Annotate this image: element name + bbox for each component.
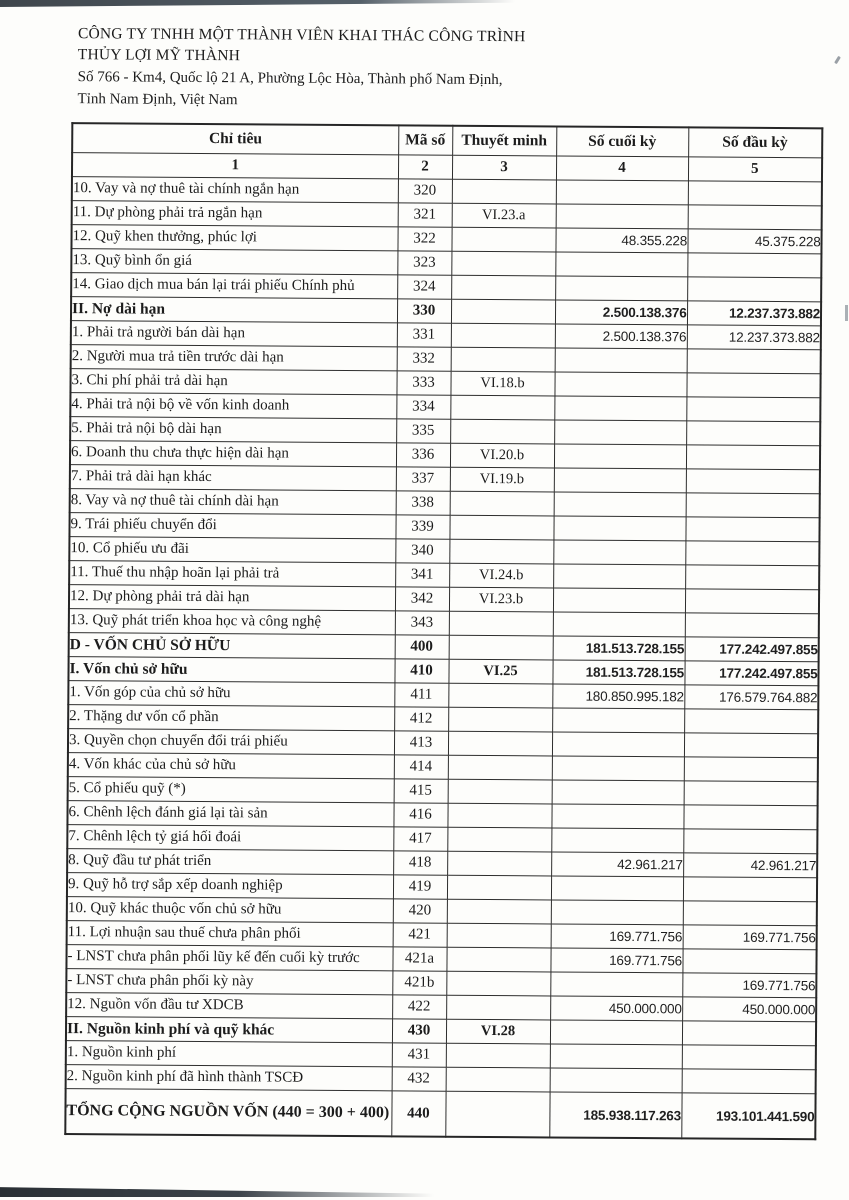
row-note-cell: VI.20.b bbox=[450, 443, 554, 468]
row-note-cell bbox=[446, 995, 550, 1020]
row-note-cell bbox=[448, 755, 552, 780]
row-label-cell: 2. Thặng dư vốn cổ phần bbox=[68, 705, 394, 731]
row-begin-value-cell bbox=[685, 613, 819, 638]
row-end-value-cell: 450.000.000 bbox=[550, 996, 682, 1021]
row-code-cell: 418 bbox=[393, 851, 447, 875]
row-end-value-cell bbox=[550, 1068, 682, 1093]
row-end-value-cell bbox=[555, 252, 687, 277]
row-note-cell bbox=[448, 779, 552, 804]
row-note-cell bbox=[447, 875, 551, 900]
row-end-value-cell bbox=[555, 276, 687, 301]
row-note-cell bbox=[450, 395, 554, 420]
row-label-cell: 10. Quỹ khác thuộc vốn chủ sở hữu bbox=[67, 897, 393, 923]
row-label-cell: 1. Nguồn kinh phí bbox=[66, 1041, 392, 1067]
row-note-cell bbox=[446, 1043, 550, 1068]
row-label-cell: 10. Vay và nợ thuê tài chính ngắn hạn bbox=[72, 177, 398, 203]
row-note-cell bbox=[449, 611, 553, 636]
row-label-cell: 6. Doanh thu chưa thực hiện dài hạn bbox=[70, 441, 396, 467]
row-code-cell: 419 bbox=[393, 875, 447, 899]
company-name-line1: CÔNG TY TNHH MỘT THÀNH VIÊN KHAI THÁC CÔNG TRÌNH bbox=[77, 25, 526, 46]
row-note-cell bbox=[448, 683, 552, 708]
row-begin-value-cell bbox=[683, 901, 817, 926]
row-end-value-cell bbox=[554, 396, 686, 421]
row-code-cell: 321 bbox=[398, 203, 452, 227]
row-end-value-cell bbox=[551, 804, 683, 829]
col-number-1: 1 bbox=[72, 153, 398, 179]
row-end-value-cell bbox=[550, 1044, 682, 1069]
table-header bbox=[72, 123, 822, 182]
row-code-cell: 338 bbox=[396, 491, 450, 515]
row-code-cell: 332 bbox=[397, 347, 451, 371]
row-begin-value-cell bbox=[685, 565, 819, 590]
row-label-cell: 6. Chênh lệch đánh giá lại tài sản bbox=[67, 801, 393, 827]
row-label-cell: 5. Cổ phiếu quỹ (*) bbox=[68, 777, 394, 803]
row-code-cell: 413 bbox=[394, 731, 448, 755]
row-label-cell: 13. Quỹ bình ổn giá bbox=[71, 249, 397, 275]
row-note-cell bbox=[451, 251, 555, 276]
row-code-cell: 339 bbox=[395, 515, 449, 539]
row-code-cell: 335 bbox=[396, 419, 450, 443]
row-note-cell bbox=[451, 299, 555, 324]
row-label-cell: II. Nguồn kinh phí và quỹ khác bbox=[66, 1017, 392, 1043]
row-code-cell: 334 bbox=[396, 395, 450, 419]
row-code-cell: 415 bbox=[394, 779, 448, 803]
row-label-cell: 3. Chi phí phải trả dài hạn bbox=[70, 369, 396, 395]
row-code-cell: 340 bbox=[395, 539, 449, 563]
row-code-cell: 421 bbox=[393, 923, 447, 947]
row-note-cell bbox=[451, 227, 555, 252]
row-note-cell: VI.23.b bbox=[449, 587, 553, 612]
row-end-value-cell bbox=[556, 180, 688, 205]
row-label-cell: 1. Vốn góp của chủ sở hữu bbox=[68, 681, 394, 707]
row-note-cell bbox=[449, 635, 553, 660]
row-code-cell: 411 bbox=[394, 683, 448, 707]
row-end-value-cell: 2.500.138.376 bbox=[555, 324, 687, 349]
row-label-cell: 8. Vay và nợ thuê tài chính dài hạn bbox=[70, 489, 396, 515]
row-begin-value-cell: 169.771.756 bbox=[682, 973, 816, 998]
row-note-cell: VI.18.b bbox=[450, 371, 554, 396]
row-end-value-cell bbox=[554, 420, 686, 445]
row-begin-value-cell: 169.771.756 bbox=[683, 925, 817, 950]
row-label-cell: I. Vốn chủ sở hữu bbox=[68, 657, 394, 683]
row-code-cell: 336 bbox=[396, 443, 450, 467]
row-begin-value-cell: 450.000.000 bbox=[682, 997, 816, 1022]
col-header-so-dau-ky: Số đầu kỳ bbox=[688, 127, 822, 157]
row-note-cell: VI.25 bbox=[448, 659, 552, 684]
row-end-value-cell bbox=[552, 756, 684, 781]
row-note-cell bbox=[448, 707, 552, 732]
row-begin-value-cell bbox=[684, 781, 818, 806]
row-label-cell: 1. Phải trả người bán dài hạn bbox=[71, 321, 397, 347]
row-begin-value-cell bbox=[683, 877, 817, 902]
row-label-cell: D - VỐN CHỦ SỞ HỮU bbox=[69, 633, 395, 659]
row-note-cell bbox=[450, 419, 554, 444]
row-begin-value-cell: 177.242.497.855 bbox=[684, 661, 818, 686]
col-number-2: 2 bbox=[398, 155, 452, 179]
row-note-cell bbox=[449, 539, 553, 564]
row-note-cell bbox=[451, 323, 555, 348]
row-begin-value-cell bbox=[682, 1069, 816, 1094]
row-note-cell bbox=[447, 803, 551, 828]
row-end-value-cell bbox=[553, 540, 685, 565]
row-begin-value-cell: 193.101.441.590 bbox=[681, 1093, 815, 1139]
table-body bbox=[65, 177, 822, 1140]
row-end-value-cell bbox=[550, 1020, 682, 1045]
row-note-cell bbox=[449, 515, 553, 540]
row-begin-value-cell bbox=[682, 949, 816, 974]
row-note-cell bbox=[447, 827, 551, 852]
row-note-cell bbox=[447, 851, 551, 876]
row-label-cell: 3. Quyền chọn chuyển đổi trái phiếu bbox=[68, 729, 394, 755]
scan-edge-strip-bottom bbox=[0, 1185, 434, 1197]
row-begin-value-cell bbox=[688, 205, 822, 230]
row-label-cell: 4. Vốn khác của chủ sở hữu bbox=[68, 753, 394, 779]
row-begin-value-cell bbox=[687, 253, 821, 278]
row-end-value-cell: 169.771.756 bbox=[551, 924, 683, 949]
row-label-cell: II. Nợ dài hạn bbox=[71, 297, 397, 323]
row-code-cell: 320 bbox=[398, 179, 452, 203]
row-begin-value-cell bbox=[686, 493, 820, 518]
row-begin-value-cell bbox=[682, 1021, 816, 1046]
row-label-cell: 5. Phải trả nội bộ dài hạn bbox=[70, 417, 396, 443]
row-note-cell: VI.23.a bbox=[452, 203, 556, 228]
row-end-value-cell bbox=[556, 204, 688, 229]
row-begin-value-cell bbox=[686, 373, 820, 398]
row-code-cell: 422 bbox=[392, 995, 446, 1019]
row-label-cell: 7. Chênh lệch tỷ giá hối đoái bbox=[67, 825, 393, 851]
row-code-cell: 333 bbox=[396, 371, 450, 395]
row-end-value-cell: 48.355.228 bbox=[555, 228, 687, 253]
letterhead bbox=[77, 24, 638, 113]
row-begin-value-cell bbox=[684, 709, 818, 734]
company-name-line2: THỦY LỢI MỸ THÀNH bbox=[77, 46, 241, 65]
row-end-value-cell bbox=[552, 780, 684, 805]
row-note-cell: VI.19.b bbox=[450, 467, 554, 492]
row-note-cell bbox=[446, 971, 550, 996]
row-label-cell: TỔNG CỘNG NGUỒN VỐN (440 = 300 + 400) bbox=[65, 1089, 391, 1137]
row-begin-value-cell: 42.961.217 bbox=[683, 853, 817, 878]
row-end-value-cell: 2.500.138.376 bbox=[555, 300, 687, 325]
row-label-cell: 2. Người mua trả tiền trước dài hạn bbox=[71, 345, 397, 371]
row-end-value-cell bbox=[553, 564, 685, 589]
row-begin-value-cell bbox=[684, 757, 818, 782]
row-begin-value-cell bbox=[685, 541, 819, 566]
row-code-cell: 343 bbox=[395, 611, 449, 635]
row-code-cell: 330 bbox=[397, 299, 451, 323]
row-label-cell: - LNST chưa phân phối kỳ này bbox=[66, 969, 392, 995]
row-begin-value-cell: 177.242.497.855 bbox=[685, 637, 819, 662]
row-note-cell bbox=[451, 347, 555, 372]
row-label-cell: 13. Quỹ phát triển khoa học và công nghệ bbox=[69, 609, 395, 635]
row-label-cell: 9. Quỹ hỗ trợ sắp xếp doanh nghiệp bbox=[67, 873, 393, 899]
row-label-cell: 7. Phải trả dài hạn khác bbox=[70, 465, 396, 491]
row-end-value-cell: 185.938.117.263 bbox=[549, 1092, 681, 1138]
row-label-cell: 12. Nguồn vốn đầu tư XDCB bbox=[66, 993, 392, 1019]
row-code-cell: 414 bbox=[394, 755, 448, 779]
row-end-value-cell: 42.961.217 bbox=[551, 852, 683, 877]
row-begin-value-cell bbox=[683, 829, 817, 854]
col-number-5: 5 bbox=[688, 157, 822, 182]
row-end-value-cell: 181.513.728.155 bbox=[552, 660, 684, 685]
row-code-cell: 410 bbox=[394, 659, 448, 683]
row-begin-value-cell bbox=[686, 445, 820, 470]
row-label-cell: 12. Dự phòng phải trả dài hạn bbox=[69, 585, 395, 611]
row-end-value-cell: 180.850.995.182 bbox=[552, 684, 684, 709]
row-end-value-cell bbox=[553, 588, 685, 613]
row-code-cell: 337 bbox=[396, 467, 450, 491]
row-code-cell: 421b bbox=[392, 971, 446, 995]
row-label-cell: 11. Thuế thu nhập hoãn lại phải trả bbox=[69, 561, 395, 587]
row-end-value-cell bbox=[550, 972, 682, 997]
company-address-line2: Tỉnh Nam Định, Việt Nam bbox=[77, 90, 238, 108]
row-end-value-cell bbox=[552, 732, 684, 757]
row-code-cell: 420 bbox=[393, 899, 447, 923]
scan-speck bbox=[834, 56, 841, 64]
row-begin-value-cell bbox=[686, 469, 820, 494]
row-label-cell: 10. Cổ phiếu ưu đãi bbox=[69, 537, 395, 563]
row-end-value-cell bbox=[552, 708, 684, 733]
row-code-cell: 421a bbox=[392, 947, 446, 971]
row-end-value-cell bbox=[553, 612, 685, 637]
row-code-cell: 432 bbox=[392, 1067, 446, 1091]
row-note-cell bbox=[446, 947, 550, 972]
row-begin-value-cell: 12.237.373.882 bbox=[687, 325, 821, 350]
row-note-cell bbox=[447, 899, 551, 924]
row-end-value-cell bbox=[551, 876, 683, 901]
row-end-value-cell bbox=[554, 372, 686, 397]
row-label-cell: 11. Lợi nhuận sau thuế chưa phân phối bbox=[67, 921, 393, 947]
row-begin-value-cell: 45.375.228 bbox=[687, 229, 821, 254]
row-note-cell bbox=[445, 1091, 549, 1137]
row-label-cell: - LNST chưa phân phối lũy kế đến cuối kỳ trước bbox=[66, 945, 392, 971]
row-note-cell bbox=[451, 275, 555, 300]
col-header-so-cuoi-ky: Số cuối kỳ bbox=[556, 126, 688, 156]
row-end-value-cell: 181.513.728.155 bbox=[553, 636, 685, 661]
row-end-value-cell bbox=[551, 900, 683, 925]
col-header-thuyet-minh: Thuyết minh bbox=[452, 126, 556, 156]
row-label-cell: 11. Dự phòng phải trả ngắn hạn bbox=[72, 201, 398, 227]
row-begin-value-cell bbox=[683, 805, 817, 830]
row-begin-value-cell bbox=[687, 349, 821, 374]
table-row bbox=[65, 1089, 815, 1140]
row-end-value-cell bbox=[554, 444, 686, 469]
row-end-value-cell: 169.771.756 bbox=[550, 948, 682, 973]
row-code-cell: 417 bbox=[393, 827, 447, 851]
row-code-cell: 341 bbox=[395, 563, 449, 587]
row-begin-value-cell bbox=[688, 181, 822, 206]
row-note-cell bbox=[446, 1067, 550, 1092]
row-code-cell: 440 bbox=[391, 1091, 445, 1137]
row-end-value-cell bbox=[551, 828, 683, 853]
col-header-ma-so: Mã số bbox=[398, 125, 452, 155]
row-end-value-cell bbox=[554, 468, 686, 493]
col-number-3: 3 bbox=[452, 155, 556, 180]
row-code-cell: 324 bbox=[397, 275, 451, 299]
row-note-cell bbox=[448, 731, 552, 756]
row-label-cell: 14. Giao dịch mua bán lại trái phiếu Chính phủ bbox=[71, 273, 397, 299]
row-begin-value-cell bbox=[686, 397, 820, 422]
col-header-chi-tieu: Chỉ tiêu bbox=[72, 123, 398, 155]
row-code-cell: 322 bbox=[397, 227, 451, 251]
row-label-cell: 8. Quỹ đầu tư phát triển bbox=[67, 849, 393, 875]
row-note-cell: VI.28 bbox=[446, 1019, 550, 1044]
col-number-4: 4 bbox=[556, 156, 688, 181]
row-label-cell: 12. Quỹ khen thưởng, phúc lợi bbox=[71, 225, 397, 251]
row-begin-value-cell bbox=[682, 1045, 816, 1070]
row-code-cell: 412 bbox=[394, 707, 448, 731]
scan-edge-strip-top bbox=[0, 0, 515, 7]
row-begin-value-cell bbox=[687, 277, 821, 302]
row-label-cell: 4. Phải trả nội bộ về vốn kinh doanh bbox=[70, 393, 396, 419]
row-label-cell: 2. Nguồn kinh phí đã hình thành TSCĐ bbox=[66, 1065, 392, 1091]
row-note-cell bbox=[452, 179, 556, 204]
row-code-cell: 400 bbox=[395, 635, 449, 659]
row-begin-value-cell: 176.579.764.882 bbox=[684, 685, 818, 710]
row-code-cell: 430 bbox=[392, 1019, 446, 1043]
row-note-cell: VI.24.b bbox=[449, 563, 553, 588]
scan-edge-dash bbox=[845, 305, 848, 321]
row-end-value-cell bbox=[554, 492, 686, 517]
row-code-cell: 416 bbox=[393, 803, 447, 827]
row-begin-value-cell bbox=[684, 733, 818, 758]
row-code-cell: 431 bbox=[392, 1043, 446, 1067]
row-code-cell: 331 bbox=[397, 323, 451, 347]
row-end-value-cell bbox=[555, 348, 687, 373]
row-code-cell: 323 bbox=[397, 251, 451, 275]
row-begin-value-cell: 12.237.373.882 bbox=[687, 301, 821, 326]
row-end-value-cell bbox=[553, 516, 685, 541]
row-label-cell: 9. Trái phiếu chuyển đổi bbox=[69, 513, 395, 539]
row-begin-value-cell bbox=[685, 589, 819, 614]
row-note-cell bbox=[447, 923, 551, 948]
company-address-line1: Số 766 - Km4, Quốc lộ 21 A, Phường Lộc Hòa, Thành phố Nam Định, bbox=[77, 68, 503, 88]
row-begin-value-cell bbox=[685, 517, 819, 542]
row-begin-value-cell bbox=[686, 421, 820, 446]
row-code-cell: 342 bbox=[395, 587, 449, 611]
row-note-cell bbox=[450, 491, 554, 516]
balance-sheet-table bbox=[64, 122, 823, 1140]
